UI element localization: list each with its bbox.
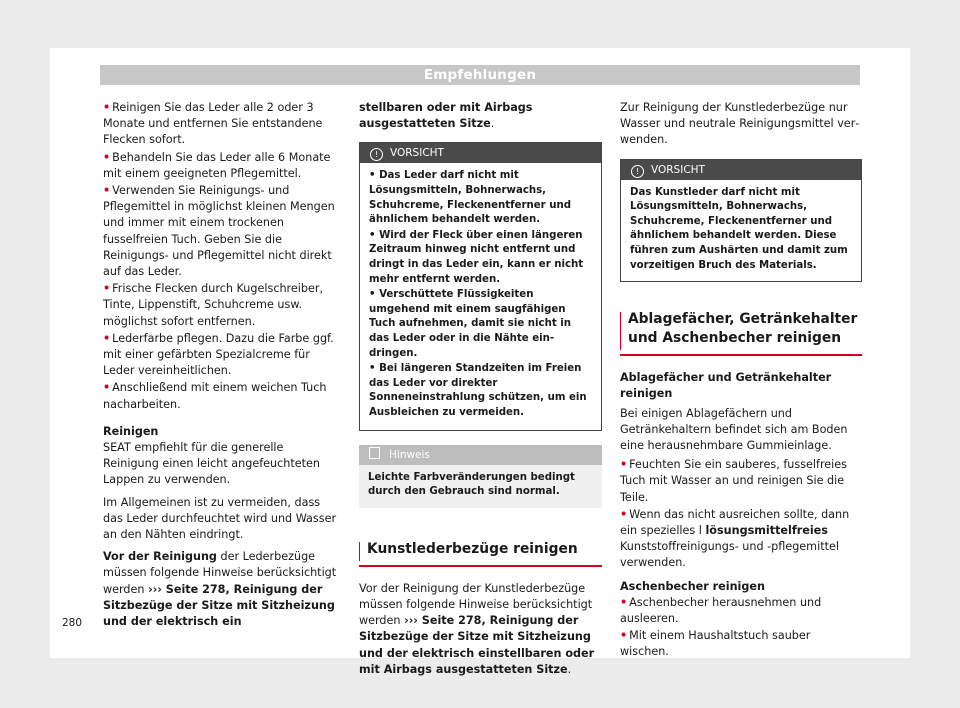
paragraph: Zur Reinigung der Kunstlederbezüge nur Wasser und neutrale Reinigungsmittel verwenden.	[620, 101, 860, 147]
page-reference-link[interactable]: stellbaren oder mit Airbags ausgestatteten Sitze	[359, 101, 533, 131]
bullet-icon: •	[103, 184, 111, 198]
bullet-icon: •	[103, 331, 111, 345]
bullet-icon: •	[103, 381, 111, 395]
list-item: • Behandeln Sie das Leder alle 6 Monate mit einem geeigneten Pflegemittel.	[103, 150, 331, 180]
column-2	[359, 100, 602, 678]
paragraph: Vor der Reinigung der Lederbezüge müssen folgende Hinweise berücksichtigt werden ››› Seite 278, Reinigung der Sitzbezüge der Sitze mit Sitzheizung und der elektrisch ein	[103, 550, 337, 629]
warning-box-body	[360, 163, 601, 429]
paragraph: Vor der Reinigung der Kunstlederbezüge müssen folgende Hinweise berücksichtigt werden ››› Seite 278, Reinigung der Sitzbezüge der Sitze mit Sitzheizung und der elektrisch einstellbaren oder mit Airbags ausgestatteten Sitze.	[359, 581, 595, 676]
list-item: • Verschüttete Flüssigkeiten umgehend mit einem saugfähigen Tuch aufnehmen, damit sie nicht in das Leder oder in die Nähte eindringen.	[369, 289, 571, 359]
paragraph: Im Allgemeinen ist zu vermeiden, dass das Leder durchfeuchtet wird und Wasser an den Nähten eindringt.	[103, 495, 337, 542]
page-reference-link[interactable]: ››› Seite 278, Reinigung der Sitzbezüge der Sitze mit Sitzheizung und der elektrisch einstellbaren oder mit Airbags ausgestatteten Sitze	[359, 614, 595, 676]
list-item: • Frische Flecken durch Kugelschreiber, Tinte, Lippenstift, Schuhcreme usw. möglichst sofort entfernen.	[103, 282, 324, 328]
list-item: • Lederfarbe pflegen. Dazu die Farbe ggf. mit einer gefärbten Spezialcreme für Leder vereinheitlichen.	[103, 331, 334, 378]
bullet-icon: •	[103, 282, 111, 296]
subheading: Ablagefächer und Getränkehalter reinigen	[620, 371, 832, 401]
section-title: Kunstlederbezüge reinigen	[359, 540, 602, 567]
hint-box-body: Leichte Farbveränderungen bedingt durch den Gebrauch sind normal.	[359, 465, 602, 508]
paragraph: stellbaren oder mit Airbags ausgestatteten Sitze.	[359, 101, 533, 131]
section-title: Ablagefächer, Getränkehalter und Aschenbecher reinigen	[620, 310, 862, 356]
warning-box-header: ! VORSICHT	[360, 143, 601, 163]
subheading-reinigen: Reinigen	[103, 424, 159, 438]
subheading: Aschenbecher reinigen	[620, 579, 765, 593]
warning-box	[620, 159, 862, 283]
hint-box	[359, 445, 602, 508]
page-reference-link[interactable]: ››› Seite 278, Reinigung der Sitzbezüge der Sitze mit Sitzheizung und der elektrisch ein	[103, 582, 335, 629]
note-icon	[369, 447, 380, 459]
bullet-icon: •	[369, 170, 376, 182]
list-item: • Wenn das nicht ausreichen sollte, dann ein spezielles l lösungsmittelfreies Kunststoffreinigungs- und -pflegemittel verwenden.	[620, 507, 850, 570]
list-item: • Aschenbecher herausnehmen und ausleeren.	[620, 595, 822, 626]
bullet-icon: •	[620, 629, 628, 643]
list-item: • Mit einem Haushaltstuch sauber wischen.	[620, 629, 811, 659]
list-item: • Wird der Fleck über einen längeren Zeitraum hinweg nicht entfernt und dringt in das Leder ein, kann er nicht mehr entfernt werden.	[369, 229, 584, 285]
list-item: • Bei längeren Standzeiten im Freien das Leder vor direkter Sonneneinstrahlung schützen, um ein Ausbleichen zu vermeiden.	[369, 363, 587, 418]
page-header: Empfehlungen	[100, 65, 860, 85]
column-3	[620, 100, 862, 662]
list-item: • Feuchten Sie ein sauberes, fusselfreies Tuch mit Wasser an und reinigen Sie die Teile.	[620, 458, 848, 504]
bullet-icon: •	[620, 507, 628, 521]
list-item: • Reinigen Sie das Leder alle 2 oder 3 Monate und entfernen Sie entstandene Flecken sofort.	[103, 101, 323, 147]
bullet-icon: •	[620, 458, 628, 472]
warning-box	[359, 142, 602, 430]
hint-box-header: Hinweis	[359, 445, 602, 465]
list-item: • Das Leder darf nicht mit Lösungsmitteln, Bohnerwachs, Schuhcreme, Fleckenentferner und ähnlichem behandelt werden.	[369, 170, 572, 226]
bullet-icon: •	[369, 229, 376, 241]
list-item: • Verwenden Sie Reinigungs- und Pflegemittel in möglichst kleinen Mengen und immer mit einem trockenen fusselfreien Tuch. Geben Sie die Reinigungs- und Pflegemittel nicht direkt auf das Leder.	[103, 184, 335, 279]
list-item: • Anschließend mit einem weichen Tuch nacharbeiten.	[103, 381, 327, 411]
warning-box-header: ! VORSICHT	[621, 160, 861, 180]
bullet-icon: •	[369, 363, 376, 375]
warning-icon: !	[631, 165, 644, 178]
warning-icon: !	[370, 148, 383, 161]
bullet-icon: •	[620, 595, 628, 609]
page-number: 280	[62, 617, 83, 629]
bullet-icon: •	[369, 289, 376, 301]
paragraph: SEAT empfiehlt für die generelle Reinigung einen leicht angefeuchteten Lappen zu verwenden.	[103, 441, 321, 487]
bullet-icon: •	[103, 101, 111, 114]
paragraph: Bei einigen Ablagefächern und Getränkehaltern befindet sich am Boden eine herausnehmbare Gummieinlage.	[620, 406, 848, 452]
warning-box-body: Das Kunstleder darf nicht mit Lösungsmitteln, Bohnerwachs, Schuhcreme, Fleckenentferner und ähnlichem behandelt werden. Diese führen zum Aushärten und damit zum vorzeitigen Bruch des Materials.	[630, 186, 848, 271]
column-1	[103, 100, 341, 630]
bullet-icon: •	[103, 150, 111, 164]
